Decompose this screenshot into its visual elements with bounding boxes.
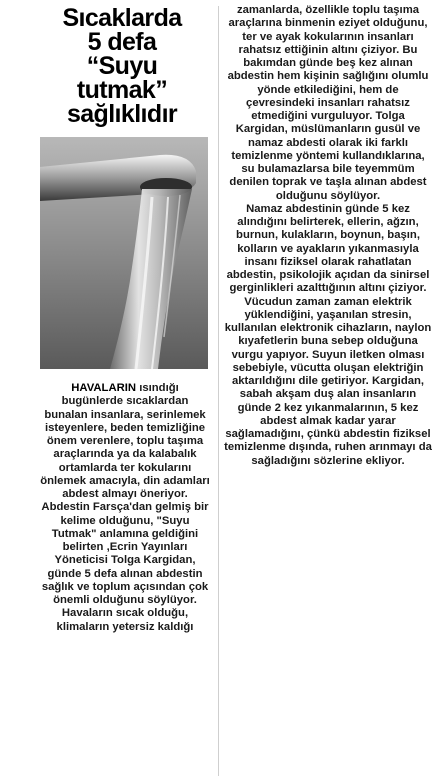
paragraph-1 xyxy=(40,382,210,634)
paragraph-3: Namaz abdestinin günde 5 kez alındığını belirterek, ellerin, ağzın, burnun, kulakların, boynun, başın, kolların ve ayakların yıkanmasıyla insanı fiziksel olarak rahatlatan abdestin, psikolojik açıdan da sinirsel gerginlikleri azalttığının altını çiziyor. Vücudun zaman zaman elektrik yüklendiğini, yaşanılan stresin, kullanılan elektronik cihazların, naylon kıyafetlerin buna sebep olduğuna vurgu yapıyor. Suyun iletken olması sebebiyle, vücutta oluşan elektriğin aktarıldığını dile getiriyor. Kargidan, sabah akşam duş alan insanların günde 2 kez yıkanmalarının, 5 kez abdest almak kadar yarar sağlamadığını, çünkü abdestin fiziksel temizlenme dışında, ruhen arınmayı da sağladığını sözlerine ekliyor. xyxy=(224,202,432,467)
paragraph-2: zamanlarda, özellikle toplu taşıma araçlarına binmenin eziyet olduğunu, ter ve ayak kokularının insanları rahatsız ettiğinin altını çiziyor. Bu bakımdan günde beş kez alınan abdestin hem kişinin sağlığını olumlu yönde etkilediğini, hem de çevresindeki insanları rahatsız etmediğini vurguluyor. Tolga Kargidan, müslümanların gusül ve namaz abdesti olarak iki farklı temizlenme yöntemi kullandıklarına, su bulamazlarsa bile teyemmüm denilen toprak ve taşla alınan abdest olduğunu söylüyor. xyxy=(227,4,429,202)
headline-block xyxy=(34,6,210,126)
headline xyxy=(34,6,210,126)
water-faucet-icon xyxy=(40,137,208,369)
article-body-left xyxy=(40,382,210,634)
paragraph-1-text: ısındığı bugünlerde sıcaklardan bunalan insanlara, serinlemek isteyenlere, beden temizliğine önem verenlere, toplu taşıma araçlarında ya da kalabalık ortamlarda ter kokularını önlemek amacıyla, din adamları abdest almayı öneriyor. Abdestin Farsça'dan gelmiş bir kelime olduğunu, "Suyu Tutmak" anlamına geldiğini belirten ,Ecrin Yayınları Yöneticisi Tolga Kargidan, günde 5 defa alınan abdestin sağlık ve toplum açısından çok önemli olduğunu söylüyor. Havaların sıcak olduğu, klimaların yetersiz kaldığı xyxy=(40,382,210,633)
headline-line-4: tutmak” xyxy=(76,76,168,104)
headline-line-3: “Suyu xyxy=(86,52,158,80)
headline-line-2: 5 defa xyxy=(87,28,157,56)
headline-line-1: Sıcaklarda xyxy=(62,4,182,32)
lead-word: HAVALARIN xyxy=(71,382,137,394)
article-body-right xyxy=(224,4,432,468)
water-faucet-photo xyxy=(40,137,208,369)
column-divider xyxy=(218,6,219,776)
headline-line-5: sağlıklıdır xyxy=(66,100,178,128)
